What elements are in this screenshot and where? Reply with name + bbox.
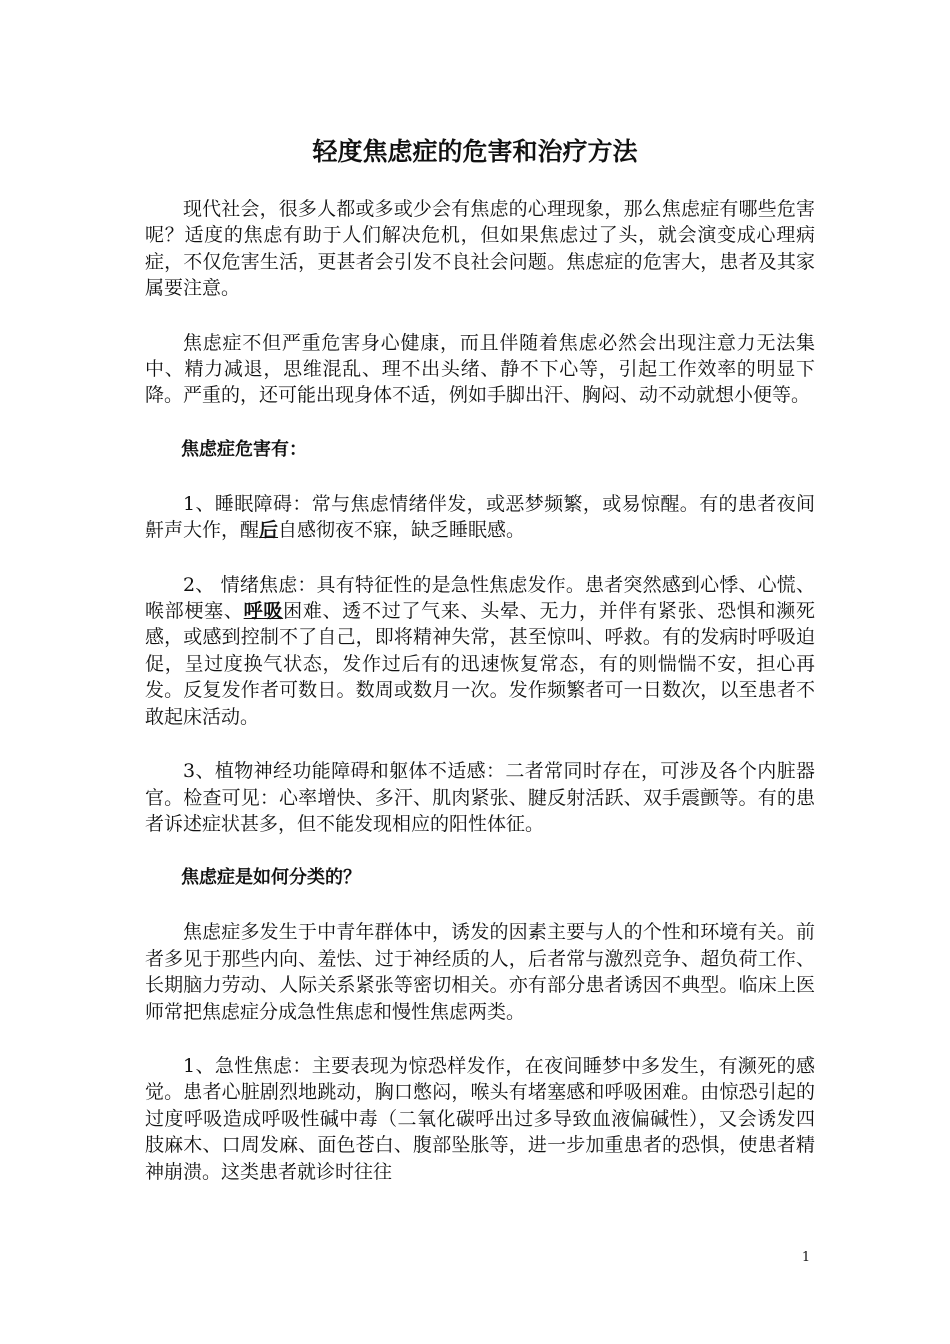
page-number: 1 xyxy=(801,1250,811,1265)
section-heading-classification: 焦虑症是如何分类的？ xyxy=(181,867,361,889)
paragraph-intro: 现代社会，很多人都或多或少会有焦虑的心理现象，那么焦虑症有哪些危害呢？适度的焦虑有助于人们解决危机，但如果焦虑过了头，就会演变成心理病症，不仅危害生活，更甚者会引发不良社会问题。焦虑症的危害大，患者及其家属要注意。 xyxy=(145,198,815,300)
paragraph-autonomic-dysfunction: 3、植物神经功能障碍和躯体不适感：二者常同时存在，可涉及各个内脏器官。检查可见：心率增快、多汗、肌肉紧张、腱反射活跃、双手震颤等。有的患者诉述症状甚多，但不能发现相应的阳性体征。 xyxy=(145,760,815,835)
paragraph-acute-anxiety: 1、急性焦虑：主要表现为惊恐样发作，在夜间睡梦中多发生，有濒死的感觉。患者心脏剧烈地跳动，胸口憋闷，喉头有堵塞感和呼吸困难。由惊恐引起的过度呼吸造成呼吸性碱中毒（二氧化碳呼出过多导致血液偏碱性），又会诱发四肢麻木、口周发麻、面色苍白、腹部坠胀等，进一步加重患者的恐惧，使患者精神崩溃。这类患者就诊时往往 xyxy=(145,1054,815,1183)
keyword-link[interactable]: 后 xyxy=(259,519,279,542)
paragraph-text: 2、 情绪焦虑：具有特征性的是急性焦虑发作。患者突然感到心悸、心慌、喉部梗塞、 xyxy=(145,573,815,623)
paragraph-health-impact: 焦虑症不但严重危害身心健康，而且伴随着焦虑必然会出现注意力无法集中、精力减退，思维混乱、理不出头绪、静不下心等，引起工作效率的明显下降。严重的，还可能出现身体不适，例如手脚出汗、胸闷、动不动就想小便等。 xyxy=(145,331,815,407)
paragraph-classification: 焦虑症多发生于中青年群体中，诱发的因素主要与人的个性和环境有关。前者多见于那些内向、羞怯、过于神经质的人，后者常与激烈竞争、超负荷工作、长期脑力劳动、人际关系紧张等密切相关。亦有部分患者诱因不典型。临床上医师常把焦虑症分成急性焦虑和慢性焦虑两类。 xyxy=(145,921,815,1023)
paragraph-sleep-disorder xyxy=(145,491,815,544)
document-body xyxy=(145,196,815,1213)
section-heading-harms: 焦虑症危害有： xyxy=(181,438,307,460)
page-title: 轻度焦虑症的危害和治疗方法 xyxy=(312,137,638,166)
paragraph-text: 自感彻夜不寐，缺乏睡眠感。 xyxy=(278,519,526,542)
paragraph-emotional-anxiety xyxy=(145,572,815,730)
paragraph-text: 困难、透不过了气来、头晕、无力，并伴有紧张、恐惧和濒死感，或感到控制不了自己，即将精神失常，甚至惊叫、呼救。有的发病时呼吸迫促，呈过度换气状态，发作过后有的迅速恢复常态，有的则惴惴不安，担心再发。反复发作者可数日。数周或数月一次。发作频繁者可一日数次，以至患者不敢起床活动。 xyxy=(145,600,815,728)
keyword-link[interactable]: 呼吸 xyxy=(243,600,284,623)
paragraph-text: 1、睡眠障碍：常与焦虑情绪伴发，或恶梦频繁，或易惊醒。有的患者夜间鼾声大作，醒 xyxy=(145,492,815,542)
